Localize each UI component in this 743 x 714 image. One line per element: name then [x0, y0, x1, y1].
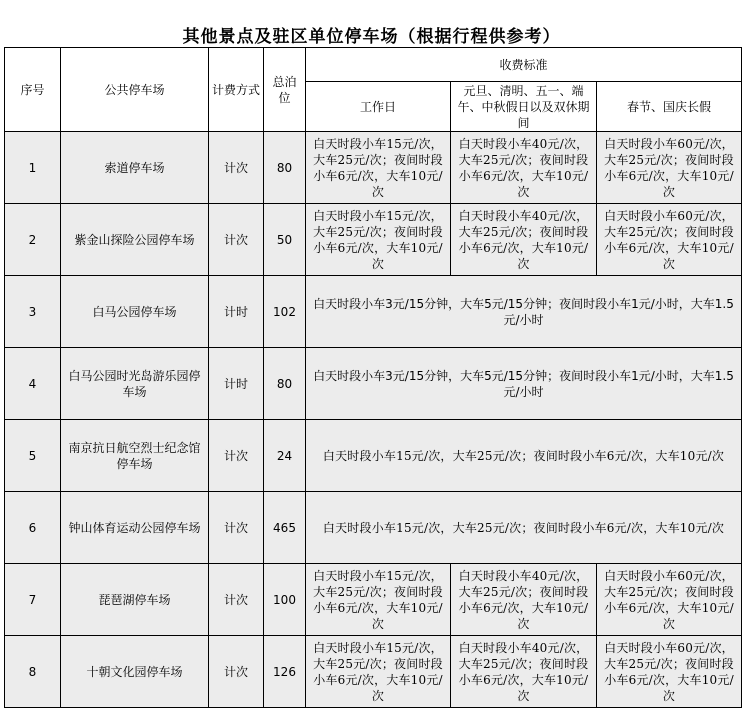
parking-lot-name: 十朝文化园停车场 — [61, 636, 209, 708]
total-spaces: 126 — [264, 636, 306, 708]
header-row — [5, 48, 742, 82]
header-workday: 工作日 — [306, 82, 451, 132]
fee-holiday: 白天时段小车40元/次，大车25元/次；夜间时段小车6元/次，大车10元/次 — [451, 564, 597, 636]
billing-method: 计次 — [209, 636, 264, 708]
fee-all-periods: 白天时段小车3元/15分钟，大车5元/15分钟；夜间时段小车1元/小时，大车1.5元/小时 — [306, 348, 742, 420]
fee-long-holiday: 白天时段小车60元/次，大车25元/次；夜间时段小车6元/次，大车10元/次 — [597, 132, 742, 204]
fee-all-periods: 白天时段小车15元/次，大车25元/次；夜间时段小车6元/次，大车10元/次 — [306, 420, 742, 492]
header-holidays: 元旦、清明、五一、端午、中秋假日以及双休期间 — [451, 82, 597, 132]
fee-all-periods: 白天时段小车3元/15分钟，大车5元/15分钟；夜间时段小车1元/小时，大车1.5元/小时 — [306, 276, 742, 348]
row-index: 1 — [5, 132, 61, 204]
header-long-holidays: 春节、国庆长假 — [597, 82, 742, 132]
parking-lot-name: 南京抗日航空烈士纪念馆停车场 — [61, 420, 209, 492]
total-spaces: 24 — [264, 420, 306, 492]
fee-long-holiday: 白天时段小车60元/次，大车25元/次；夜间时段小车6元/次，大车10元/次 — [597, 564, 742, 636]
total-spaces: 102 — [264, 276, 306, 348]
table-row — [5, 492, 742, 564]
fee-workday: 白天时段小车15元/次，大车25元/次；夜间时段小车6元/次，大车10元/次 — [306, 636, 451, 708]
fee-holiday: 白天时段小车40元/次，大车25元/次；夜间时段小车6元/次，大车10元/次 — [451, 132, 597, 204]
parking-lot-name: 钟山体育运动公园停车场 — [61, 492, 209, 564]
table-row — [5, 276, 742, 348]
table-row — [5, 348, 742, 420]
header-billing: 计费方式 — [209, 48, 264, 132]
header-fee-standard: 收费标准 — [306, 48, 742, 82]
fee-holiday: 白天时段小车40元/次，大车25元/次；夜间时段小车6元/次，大车10元/次 — [451, 636, 597, 708]
parking-lot-name: 白马公园时光岛游乐园停车场 — [61, 348, 209, 420]
billing-method: 计次 — [209, 492, 264, 564]
fee-all-periods: 白天时段小车15元/次，大车25元/次；夜间时段小车6元/次，大车10元/次 — [306, 492, 742, 564]
row-index: 7 — [5, 564, 61, 636]
table-row — [5, 132, 742, 204]
row-index: 4 — [5, 348, 61, 420]
fee-workday: 白天时段小车15元/次，大车25元/次；夜间时段小车6元/次，大车10元/次 — [306, 564, 451, 636]
fee-holiday: 白天时段小车40元/次，大车25元/次；夜间时段小车6元/次，大车10元/次 — [451, 204, 597, 276]
total-spaces: 50 — [264, 204, 306, 276]
billing-method: 计次 — [209, 564, 264, 636]
fee-workday: 白天时段小车15元/次，大车25元/次；夜间时段小车6元/次，大车10元/次 — [306, 204, 451, 276]
billing-method: 计次 — [209, 132, 264, 204]
total-spaces: 100 — [264, 564, 306, 636]
table-row — [5, 420, 742, 492]
parking-lot-name: 琵琶湖停车场 — [61, 564, 209, 636]
header-index: 序号 — [5, 48, 61, 132]
parking-fee-table — [4, 47, 742, 708]
table-row — [5, 564, 742, 636]
row-index: 8 — [5, 636, 61, 708]
billing-method: 计时 — [209, 276, 264, 348]
parking-lot-name: 紫金山探险公园停车场 — [61, 204, 209, 276]
page-title: 其他景点及驻区单位停车场（根据行程供参考） — [182, 27, 561, 47]
billing-method: 计次 — [209, 204, 264, 276]
row-index: 2 — [5, 204, 61, 276]
header-lot: 公共停车场 — [61, 48, 209, 132]
fee-long-holiday: 白天时段小车60元/次，大车25元/次；夜间时段小车6元/次，大车10元/次 — [597, 636, 742, 708]
billing-method: 计时 — [209, 348, 264, 420]
row-index: 5 — [5, 420, 61, 492]
total-spaces: 80 — [264, 348, 306, 420]
fee-long-holiday: 白天时段小车60元/次，大车25元/次；夜间时段小车6元/次，大车10元/次 — [597, 204, 742, 276]
parking-lot-name: 白马公园停车场 — [61, 276, 209, 348]
row-index: 3 — [5, 276, 61, 348]
billing-method: 计次 — [209, 420, 264, 492]
row-index: 6 — [5, 492, 61, 564]
total-spaces: 465 — [264, 492, 306, 564]
header-spaces: 总泊位 — [264, 48, 306, 132]
table-row — [5, 636, 742, 708]
parking-lot-name: 索道停车场 — [61, 132, 209, 204]
table-row — [5, 204, 742, 276]
total-spaces: 80 — [264, 132, 306, 204]
fee-workday: 白天时段小车15元/次，大车25元/次；夜间时段小车6元/次，大车10元/次 — [306, 132, 451, 204]
